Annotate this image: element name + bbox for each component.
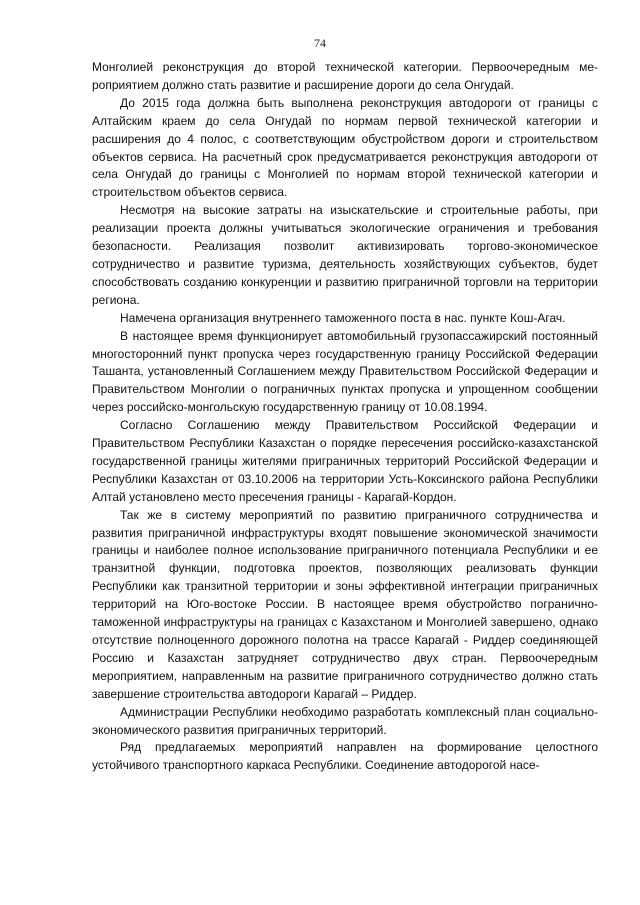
paragraph-3: Несмотря на высокие затраты на изыскательские и строительные работы, при реализации проекта должны учитываться экологические ограничения и требования безопасности. Реализация позволит активизировать торгово-экономическое сотрудничество и развитие туризма, деятельность хозяйствующих субъектов, будет способствовать созданию конкуренции и развитию приграничной торговли на территории региона. xyxy=(92,203,598,307)
body-text xyxy=(92,59,598,775)
paragraph-7: Так же в систему мероприятий по развитию приграничного сотрудничества и развития приграничной инфраструктуры входят повышение экономической значимости границы и наиболее полное использование приграничного потенциала Республики и ее транзитной функции, подготовка проектов, позволяющих реализовать функции Республики как транзитной территории и зоны эффективной интеграции приграничных территорий на Юго-востоке России. В настоящее время обустройство погранично-таможенной инфраструктуры на границах с Казахстаном и Монголией завершено, однако отсутствие полноценного дорожного полотна на трассе Карагай - Риддер соединяющей Россию и Казахстан затрудняет сотрудничество двух стран. Первоочередным мероприятием, направленным на развитие приграничного сотрудничество должно стать завершение строительства автодороги Карагай – Риддер. xyxy=(92,507,598,701)
paragraph-2: До 2015 года должна быть выполнена реконструкция автодороги от границы с Алтайским краем до села Онгудай по нормам первой технической категории и расширения до 4 полос, с соответствующим обустройством дороги и строительством объектов сервиса. На расчетный срок предусматривается реконструкция автодороги от села Онгудай до границы с Монголией по нормам второй технической категории и строительством объектов сервиса. xyxy=(92,95,598,200)
page-number: 74 xyxy=(314,36,326,50)
paragraph-5: В настоящее время функционирует автомобильный грузопассажирский постоянный многосторонний пункт пропуска через государственную границу Российской Федерации Ташанта, установленный Соглашением между Правительством Российской Федерации и Правительством Монголии о пограничных пунктах пропуска и упрощенном сообщении через российско-монгольскую государственную границу от 10.08.1994. xyxy=(92,328,598,415)
paragraph-8: Администрации Республики необходимо разработать комплексный план социально-экономического развития приграничных территорий. xyxy=(92,704,598,737)
paragraph-6: Согласно Соглашению между Правительством Российской Федерации и Правительством Республики Казахстан о порядке пересечения российско-казахстанской государственной границы жителями приграничных территорий Российской Федерации и Республики Казахстан от 03.10.2006 на территории Усть-Коксинского района Республики Алтай установлено место пресечения границы - Карагай-Кордон. xyxy=(92,418,598,504)
paragraph-1: Монголией реконструкция до второй технической категории. Первоочередным мероприятием должно стать развитие и расширение дороги до села Онгудай. xyxy=(92,60,598,92)
paragraph-4: Намечена организация внутреннего таможенного поста в нас. пункте Кош-Агач. xyxy=(120,310,566,325)
paragraph-9: Ряд предлагаемых мероприятий направлен на формирование целостного устойчивого транспортного каркаса Республики. Соединение автодорогой насе- xyxy=(92,740,598,773)
